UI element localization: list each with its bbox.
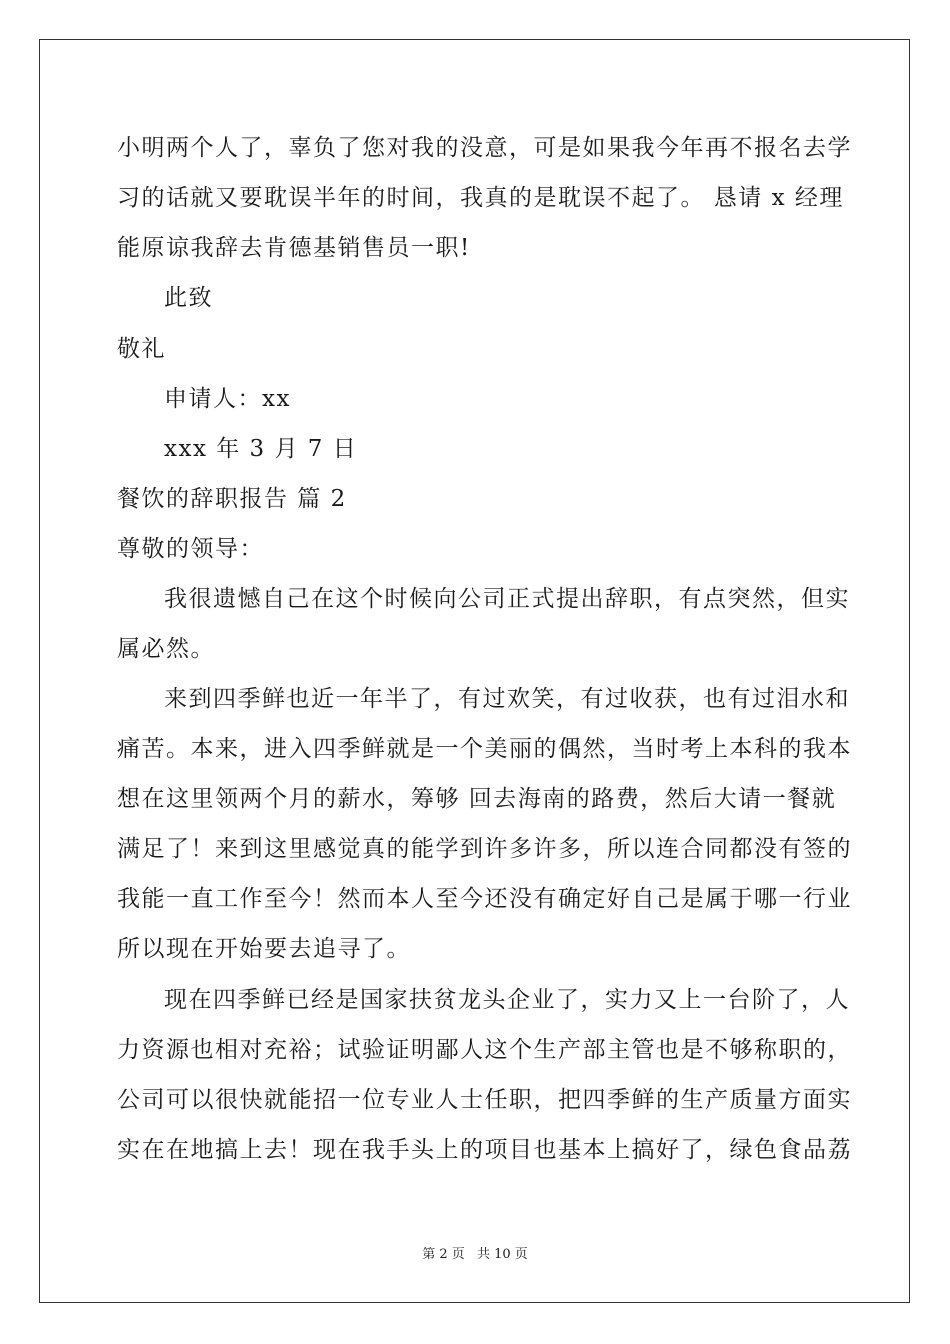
body-line: 公司可以很快就能招一位专业人士任职，把四季鲜的生产质量方面实: [117, 1087, 852, 1113]
body-line: 属必然。: [117, 636, 215, 662]
body-line: 满足了！来到这里感觉真的能学到许多许多，所以连合同都没有签的: [117, 836, 852, 862]
body-line: 实在在地搞上去！现在我手头上的项目也基本上搞好了，绿色食品荔: [117, 1137, 852, 1163]
body-line: 我很遗憾自己在这个时候向公司正式提出辞职，有点突然，但实: [164, 586, 850, 612]
body-line: 力资源也相对充裕；试验证明鄙人这个生产部主管也是不够称职的，: [117, 1037, 852, 1063]
body-line: 能原谅我辞去肯德基销售员一职!: [117, 235, 471, 261]
section-heading: 餐饮的辞职报告 篇 2: [117, 486, 347, 512]
greeting: 尊敬的领导：: [117, 536, 264, 562]
body-line: 所以现在开始要去追寻了。: [117, 936, 411, 962]
body-line: 我能一直工作至今！然而本人至今还没有确定好自己是属于哪一行业: [117, 886, 852, 912]
body-line: 现在四季鲜已经是国家扶贫龙头企业了，实力又上一台阶了，人: [164, 987, 850, 1013]
page-number: 第 2 页: [422, 1247, 465, 1262]
body-line: 痛苦。本来，进入四季鲜就是一个美丽的偶然，当时考上本科的我本: [117, 736, 852, 762]
page-total: 共 10 页: [476, 1247, 528, 1262]
closing-regards: 敬礼: [117, 336, 166, 362]
signature-date: xxx 年 3 月 7 日: [164, 436, 358, 462]
body-line: 小明两个人了，辜负了您对我的没意，可是如果我今年再不报名去学: [117, 135, 852, 161]
page-footer: [0, 1246, 950, 1264]
body-line: 习的话就又要耽误半年的时间，我真的是耽误不起了。 恳请 x 经理: [117, 185, 844, 211]
closing-salutation: 此致: [164, 285, 213, 311]
applicant-signature: 申请人：xx: [164, 386, 291, 412]
body-line: 来到四季鲜也近一年半了，有过欢笑，有过收获，也有过泪水和: [164, 686, 850, 712]
body-line: 想在这里领两个月的薪水，筹够 回去海南的路费，然后大请一餐就: [117, 786, 837, 812]
